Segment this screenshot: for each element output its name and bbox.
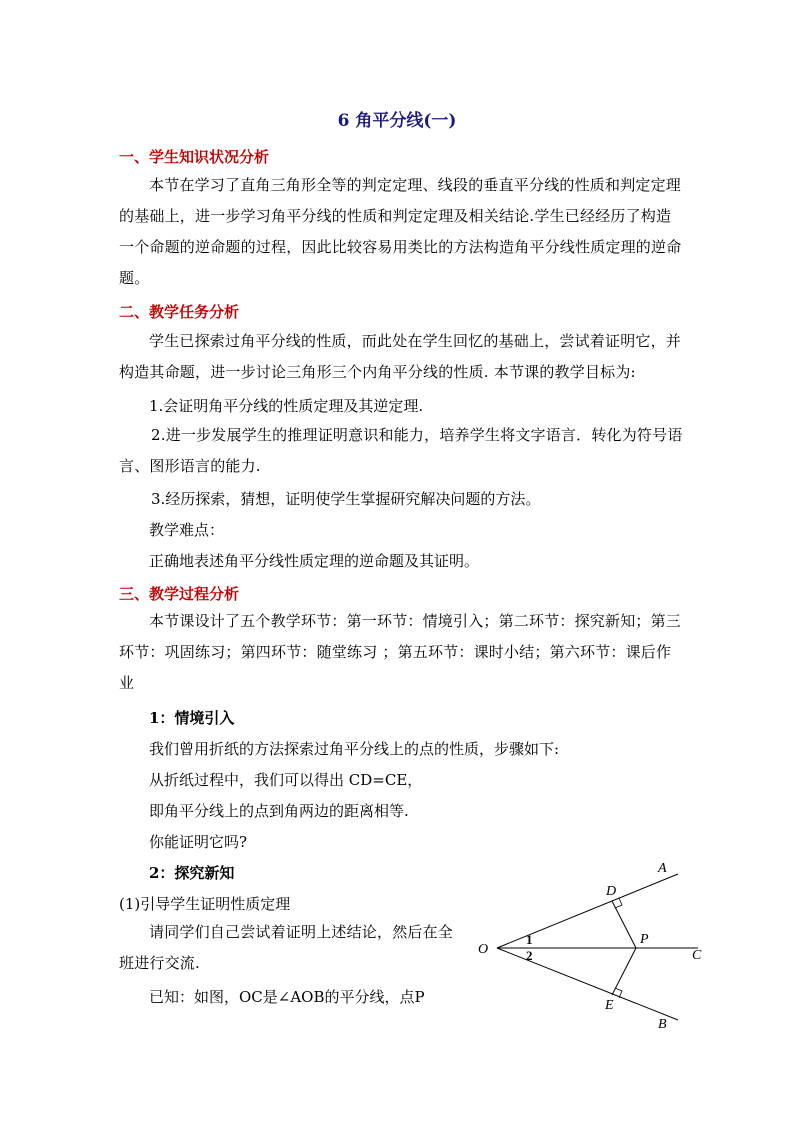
goal-3: 3.经历探索，猜想，证明使学生掌握研究解决问题的方法。 — [151, 490, 541, 508]
page-title: 6 角平分线(一) — [337, 111, 457, 131]
step-1-line-4: 你能证明它吗? — [149, 833, 248, 851]
angle-label-2: 2 — [526, 948, 533, 963]
difficulty-text: 正确地表述角平分线性质定理的逆命题及其证明。 — [149, 552, 480, 570]
step-2-subheading: (1)引导学生证明性质定理 — [119, 895, 291, 913]
label-b: B — [658, 1017, 667, 1032]
section-2-paragraph: 学生已探索过角平分线的性质，而此处在学生回忆的基础上，尝试着证明它，并构造其命题，进一步讨论三角形三个内角平分线的性质. 本节课的教学目标为: — [119, 332, 682, 381]
label-e: E — [605, 998, 614, 1013]
section-heading-3: 三、教学过程分析 — [119, 585, 240, 603]
label-d: D — [606, 884, 617, 899]
step-1-heading: 1：情境引入 — [149, 709, 235, 727]
ray-oa — [497, 874, 678, 948]
ray-ob — [497, 948, 678, 1020]
step-1-line-2: 从折纸过程中，我们可以得出 CD=CE， — [149, 771, 423, 789]
step-1-line-1: 我们曾用折纸的方法探索过角平分线上的点的性质，步骤如下: — [149, 740, 560, 758]
angle-bisector-figure — [470, 852, 710, 1037]
label-c: C — [692, 948, 702, 963]
label-o: O — [478, 942, 489, 957]
goal-2: 2.进一步发展学生的推理证明意识和能力，培养学生将文字语言．转化为符号语言、图形语言的能力. — [119, 426, 683, 475]
section-heading-1: 一、学生知识状况分析 — [119, 148, 270, 166]
angle-label-1: 1 — [526, 932, 533, 947]
difficulty-label: 教学难点： — [149, 521, 225, 539]
step-1-line-3: 即角平分线上的点到角两边的距离相等. — [149, 802, 409, 820]
section-1-paragraph: 本节在学习了直角三角形全等的判定定理、线段的垂直平分线的性质和判定定理的基础上，进一步学习角平分线的性质和判定定理及相关结论.学生已经经历了构造一个命题的逆命题的过程，因此比较容易用类比的方法构造角平分线性质定理的逆命题。 — [119, 176, 682, 287]
step-2-paragraph: 请同学们自己尝试着证明上述结论，然后在全班进行交流. — [119, 923, 454, 972]
section-3-paragraph: 本节课设计了五个教学环节：第一环节：情境引入；第二环节：探究新知；第三环节：巩固练习；第四环节：随堂练习 ；第五环节：课时小结；第六环节：课后作业 — [119, 612, 682, 692]
goal-1: 1.会证明角平分线的性质定理及其逆定理. — [149, 397, 424, 415]
step-2-heading: 2：探究新知 — [149, 864, 235, 882]
section-heading-2: 二、教学任务分析 — [119, 303, 240, 321]
label-a: A — [658, 861, 667, 876]
label-p: P — [640, 932, 649, 947]
step-2-known: 已知：如图，OC是∠AOB的平分线，点P — [149, 988, 425, 1006]
